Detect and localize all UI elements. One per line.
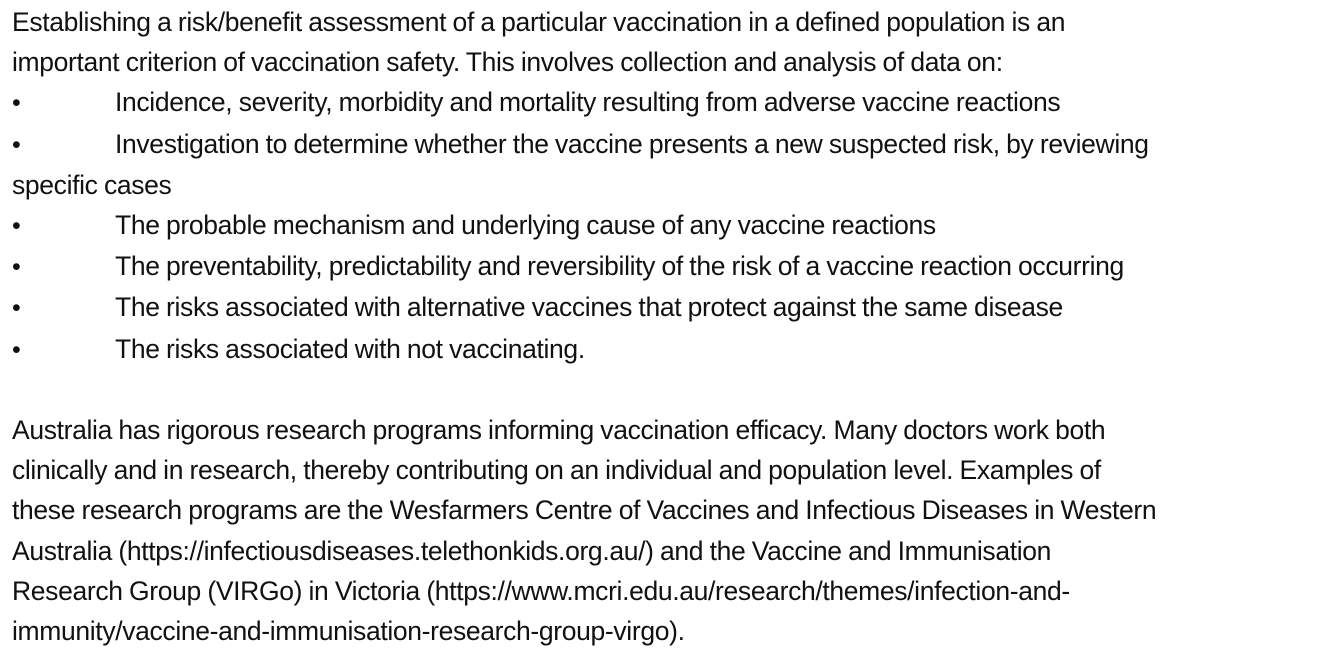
bullet-icon: • bbox=[12, 212, 21, 241]
research-paragraph bbox=[12, 410, 1324, 651]
list-item-text: The risks associated with not vaccinating. bbox=[115, 333, 585, 364]
list-item bbox=[12, 82, 1324, 123]
list-item-text: The probable mechanism and underlying cause of any vaccine reactions bbox=[115, 210, 936, 241]
research-line: Australia (https://infectiousdiseases.telethonkids.org.au/) and the Vaccine and Immunisation bbox=[12, 535, 1052, 566]
bullet-icon: • bbox=[12, 130, 21, 159]
list-item-text: The preventability, predictability and reversibility of the risk of a vaccine reaction occurring bbox=[115, 251, 1124, 282]
intro-line: important criterion of vaccination safety. This involves collection and analysis of data on: bbox=[12, 47, 1003, 78]
bullet-icon: • bbox=[12, 335, 21, 364]
list-item-text: Incidence, severity, morbidity and mortality resulting from adverse vaccine reactions bbox=[115, 87, 1061, 118]
list-item bbox=[12, 124, 1324, 205]
list-item-text: Investigation to determine whether the vaccine presents a new suspected risk, by reviewing bbox=[115, 128, 1149, 159]
list-item-text: The risks associated with alternative vaccines that protect against the same disease bbox=[115, 292, 1063, 323]
bullet-icon: • bbox=[12, 294, 21, 323]
research-line: Australia has rigorous research programs informing vaccination efficacy. Many doctors work both bbox=[12, 415, 1106, 446]
bullet-icon: • bbox=[12, 89, 21, 118]
list-item bbox=[12, 205, 1324, 246]
research-line: these research programs are the Wesfarmers Centre of Vaccines and Infectious Diseases in Western bbox=[12, 495, 1157, 526]
list-item bbox=[12, 287, 1324, 328]
research-line: Research Group (VIRGo) in Victoria (https://www.mcri.edu.au/research/themes/infection-and- bbox=[12, 575, 1070, 606]
assessment-data-list bbox=[12, 82, 1324, 369]
list-item-continuation: specific cases bbox=[12, 169, 172, 200]
intro-line: Establishing a risk/benefit assessment of a particular vaccination in a defined population is an bbox=[12, 7, 1066, 37]
list-item bbox=[12, 246, 1324, 287]
research-line: immunity/vaccine-and-immunisation-research-group-virgo). bbox=[12, 616, 685, 647]
research-line: clinically and in research, thereby contributing on an individual and population level. Examples of bbox=[12, 455, 1101, 486]
bullet-icon: • bbox=[12, 253, 21, 282]
paragraph-spacer bbox=[12, 370, 1324, 410]
intro-paragraph bbox=[12, 2, 1324, 82]
list-item bbox=[12, 329, 1324, 370]
